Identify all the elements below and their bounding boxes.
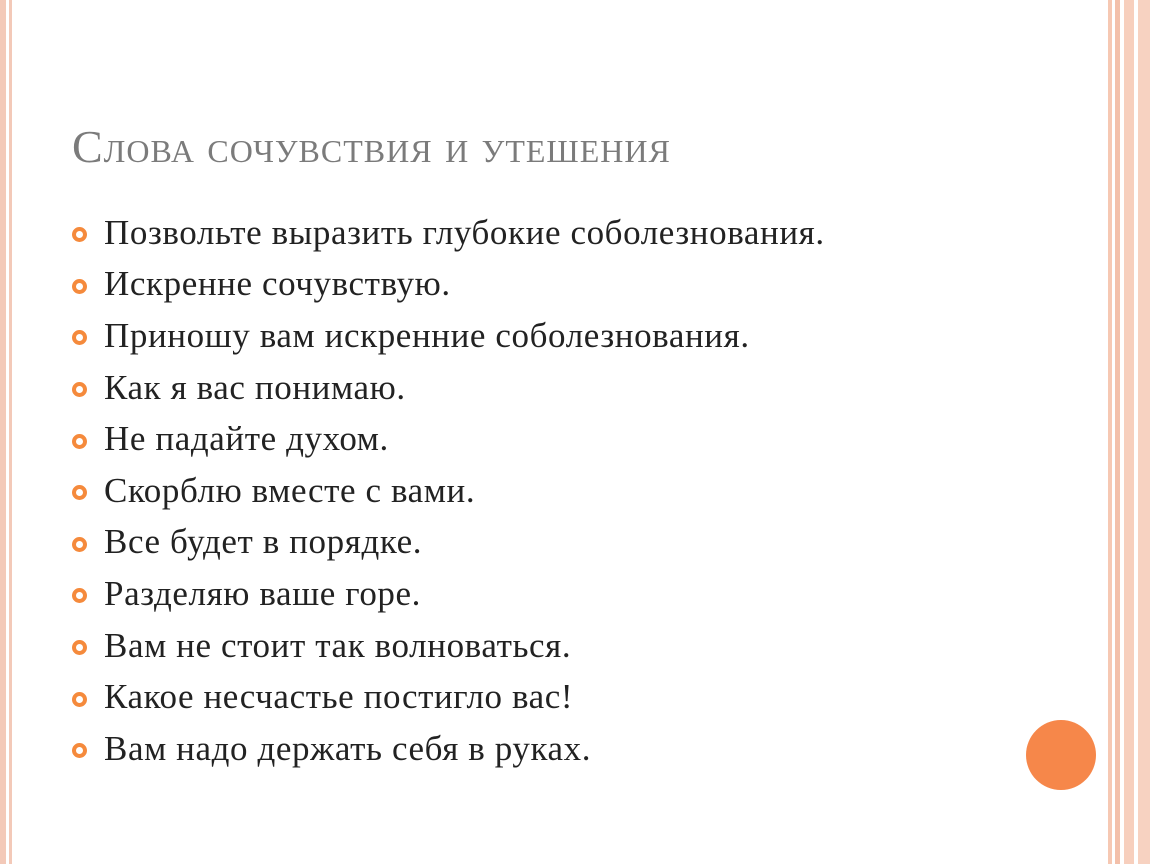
ring-bullet-icon: [72, 279, 87, 294]
ring-bullet-icon: [72, 743, 87, 758]
list-item: [72, 620, 825, 672]
list-item-text: Скорблю вместе с вами.: [104, 470, 476, 510]
list-item: [72, 723, 825, 775]
bullet-list: [72, 207, 825, 775]
list-item: [72, 310, 825, 362]
list-item-text: Приношу вам искренние соболезнования.: [104, 315, 750, 355]
list-item-text: Какое несчастье постигло вас!: [104, 677, 574, 717]
orange-circle-decoration: [1026, 720, 1096, 790]
ring-bullet-icon: [72, 382, 87, 397]
ring-bullet-icon: [72, 434, 87, 449]
ring-bullet-icon: [72, 640, 87, 655]
list-item: [72, 671, 825, 723]
list-item-text: Как я вас понимаю.: [104, 367, 406, 407]
left-border-decoration: [0, 0, 16, 864]
list-item-text: Не падайте духом.: [104, 419, 389, 459]
ring-bullet-icon: [72, 227, 87, 242]
left-border-line: [9, 0, 12, 864]
list-item-text: Все будет в порядке.: [104, 522, 423, 562]
list-item-text: Вам не стоит так волноваться.: [104, 625, 572, 665]
ring-bullet-icon: [72, 588, 87, 603]
list-item-text: Разделяю ваше горе.: [104, 573, 422, 613]
ring-bullet-icon: [72, 537, 87, 552]
slide-title: Слова сочувствия и утешения: [72, 121, 671, 172]
right-border-stripe: [1138, 0, 1150, 864]
list-item: [72, 465, 825, 517]
list-item-text: Позвольте выразить глубокие соболезнования.: [104, 212, 825, 252]
left-border-line: [0, 0, 6, 864]
right-border-decoration: [1098, 0, 1150, 864]
list-item: [72, 517, 825, 569]
ring-bullet-icon: [72, 692, 87, 707]
right-border-stripe: [1115, 0, 1120, 864]
right-border-stripe: [1108, 0, 1112, 864]
list-item: [72, 568, 825, 620]
list-item: [72, 362, 825, 414]
ring-bullet-icon: [72, 485, 87, 500]
list-item-text: Искренне сочувствую.: [104, 264, 451, 304]
right-border-stripe: [1124, 0, 1134, 864]
ring-bullet-icon: [72, 330, 87, 345]
list-item-text: Вам надо держать себя в руках.: [104, 728, 592, 768]
list-item: [72, 259, 825, 311]
list-item: [72, 207, 825, 259]
list-item: [72, 413, 825, 465]
